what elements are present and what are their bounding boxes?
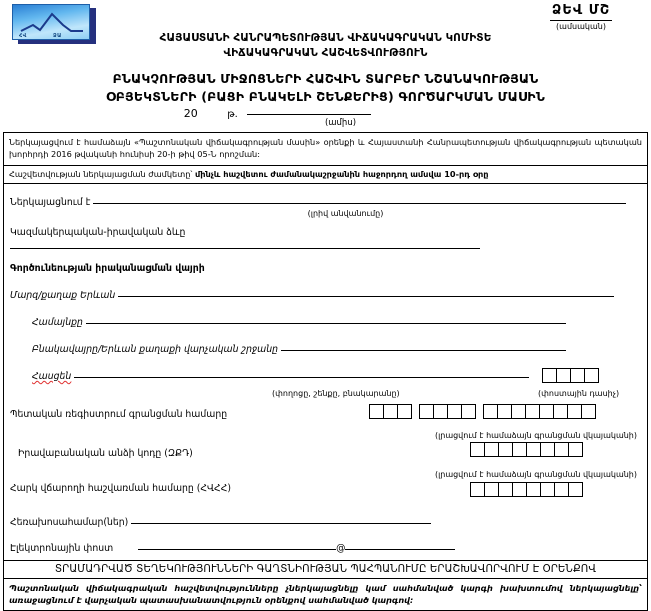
legal-form-input-line[interactable] — [10, 238, 480, 249]
char-box[interactable] — [556, 368, 571, 383]
state-registration-label: Պետական ռեգիստրում գրանցման համարը — [10, 408, 228, 420]
doc-title-line-2: ՕԲՅԵԿՏՆԵՐԻ (ԲԱՑԻ ԲՆԱԿԵԼԻ ՇԵՆՔԵՐԻՑ) ԳՈՐԾԱՐԿՄԱՆ ՄԱՍԻՆ — [106, 88, 545, 104]
postal-code-boxes[interactable] — [542, 368, 599, 386]
char-box[interactable] — [497, 404, 512, 419]
char-box[interactable] — [484, 482, 499, 497]
deadline-value: մինչև հաշվետու ժամանակաշրջանին հաջորդող ամսվա 10-րդ օրը — [194, 168, 489, 179]
logo-right-label: ՁԱ — [53, 33, 62, 39]
char-box[interactable] — [581, 404, 596, 419]
submitter-input-line[interactable] — [93, 193, 626, 204]
form-body — [4, 184, 647, 560]
submitter-caption: (լրիվ անվանումը) — [307, 209, 384, 219]
char-box[interactable] — [568, 482, 583, 497]
region-label: Մարզ/քաղաք Երևան — [10, 290, 116, 302]
char-box[interactable] — [553, 404, 568, 419]
char-box[interactable] — [397, 404, 412, 419]
zqd-caption: (լրացվում է համաձայն գրանցման վկայականի) — [434, 469, 637, 479]
region-input-line[interactable] — [118, 286, 614, 297]
char-box[interactable] — [419, 404, 434, 419]
form-code-periodicity: (ամսական) — [556, 21, 606, 31]
report-period-row — [0, 102, 651, 132]
deadline-label: Հաշվետվության ներկայացման ժամկետը՝ — [9, 168, 195, 179]
char-box[interactable] — [567, 404, 582, 419]
char-box[interactable] — [525, 404, 540, 419]
phone-input-line[interactable] — [131, 513, 431, 524]
email-user-input-line[interactable] — [138, 539, 336, 550]
form-sheet — [3, 132, 648, 611]
state-registration-boxes[interactable] — [369, 404, 596, 422]
char-box[interactable] — [498, 482, 513, 497]
submitter-row — [4, 184, 647, 208]
char-box[interactable] — [369, 404, 384, 419]
doc-title-line-1: ԲՆԱԿՉՈՒԹՅԱՆ ՄԻՋՈՑՆԵՐԻ ՀԱՇՎԻՆ ՏԱՐԲԵՐ ՆՇԱՆԱԿՈՒԹՅԱՆ — [112, 71, 539, 86]
char-box[interactable] — [540, 442, 555, 457]
org-title-line-2: ՎԻՃԱԿԱԳՐԱԿԱՆ ՀԱՇՎԵՏՎՈՒԹՅՈՒՆ — [223, 47, 428, 60]
hvhh-row — [4, 479, 647, 505]
char-box-group[interactable] — [419, 404, 476, 422]
legal-form-row — [4, 218, 647, 253]
hvhh-label: Հարկ վճարողի հաշվառման համարը (ՀՎՀՀ) — [10, 482, 231, 494]
document-title — [0, 70, 651, 105]
month-input-line[interactable] — [247, 104, 371, 115]
settlement-label: Բնակավայրը/Երևան քաղաքի վարչական շրջանը — [32, 344, 279, 356]
char-box[interactable] — [540, 482, 555, 497]
form-code-block — [521, 4, 641, 31]
activity-place-heading-row — [4, 253, 647, 274]
char-box-group[interactable] — [483, 404, 596, 422]
year-prefix: 20 — [183, 107, 198, 120]
address-label: Հասցեն — [32, 371, 72, 383]
char-box[interactable] — [512, 442, 527, 457]
activity-place-heading: Գործունեության իրականացման վայրի — [10, 263, 205, 275]
submission-deadline-row — [4, 166, 647, 184]
penalty-warning: Պաշտոնական վիճակագրական հաշվետվությունները չներկայացնելը կամ սահմանված կարգի խախտումով ներկայացնելը՝ առաջացնում է վարչական պատասխանատվություն օրենքով սահմանված կարգով: — [9, 582, 642, 605]
confidentiality-notice: ՏՐԱՄԱԴՐՎԱԾ ՏԵՂԵԿՈՒԹՅՈՒՆՆԵՐԻ ԳԱՂՏՆԻՈՒԹՅԱՆ ՊԱՀՊԱՆՈՒՄԸ ԵՐԱՇԽԱՎՈՐՎՈՒՄ Է ՕՐԵՆՔՈՎ — [4, 560, 647, 579]
zqd-row — [4, 440, 647, 468]
char-box[interactable] — [484, 442, 499, 457]
char-box[interactable] — [447, 404, 462, 419]
community-input-line[interactable] — [86, 313, 566, 324]
char-box[interactable] — [512, 482, 527, 497]
email-domain-input-line[interactable] — [345, 539, 455, 550]
char-box[interactable] — [526, 442, 541, 457]
settlement-row — [4, 328, 647, 355]
state-registration-caption: (լրացվում է համաձայն գրանցման վկայականի) — [434, 430, 637, 440]
postal-caption: (փոստային դասիչ) — [538, 388, 620, 398]
char-box[interactable] — [461, 404, 476, 419]
hvhh-boxes[interactable] — [470, 482, 583, 500]
zqd-boxes[interactable] — [470, 442, 583, 460]
char-box[interactable] — [383, 404, 398, 419]
char-box[interactable] — [539, 404, 554, 419]
char-box[interactable] — [526, 482, 541, 497]
char-box[interactable] — [542, 368, 557, 383]
phone-label: Հեռախոսահամար(ներ) — [10, 516, 129, 528]
zqd-label: Իրավաբանական անձի կոդը (ԶՔԴ) — [18, 447, 193, 459]
logo-left-label: ՀՎ — [19, 33, 27, 39]
char-box[interactable] — [433, 404, 448, 419]
community-row — [4, 301, 647, 328]
char-box-group[interactable] — [369, 404, 412, 422]
org-title-line-1: ՀԱՅԱՍՏԱՆԻ ՀԱՆՐԱՊԵՏՈՒԹՅԱՆ ՎԻՃԱԿԱԳՐԱԿԱՆ ԿՈՄԻՏԵ — [159, 32, 492, 44]
char-box[interactable] — [470, 442, 485, 457]
phone-row — [4, 505, 647, 528]
char-box[interactable] — [498, 442, 513, 457]
char-box[interactable] — [554, 482, 569, 497]
char-box[interactable] — [584, 368, 599, 383]
address-input-line[interactable] — [74, 367, 529, 378]
address-caption: (փողոցը, շենքը, բնակարանը) — [272, 388, 400, 398]
char-box[interactable] — [568, 442, 583, 457]
address-captions-row — [4, 386, 647, 400]
region-row — [4, 274, 647, 301]
community-label: Համայնքը — [32, 317, 83, 329]
email-at-symbol: @ — [336, 542, 346, 554]
state-registration-row — [4, 400, 647, 429]
address-row — [4, 355, 647, 386]
organization-title — [0, 31, 651, 61]
email-label: Էլեկտրոնային փոստ — [10, 542, 114, 554]
legal-basis-paragraph: Ներկայացվում է համաձայն «Պաշտոնական վիճակագրության մասին» օրենքի և Հայաստանի Հանրապետության վիճակագրության պետական խորհրդի 2016 թվականի հունիսի 20-ի թիվ 05-Ն որոշման: — [4, 133, 647, 166]
page-header — [0, 0, 651, 102]
char-box[interactable] — [470, 482, 485, 497]
char-box[interactable] — [483, 404, 498, 419]
form-code: ՁԵՎ ՄՇ — [550, 4, 612, 21]
email-row — [4, 528, 647, 560]
legal-form-label: Կազմակերպական-իրավական ձևը — [10, 227, 186, 239]
char-box[interactable] — [570, 368, 585, 383]
month-caption: (ամիս) — [324, 118, 357, 128]
char-box[interactable] — [511, 404, 526, 419]
char-box[interactable] — [554, 442, 569, 457]
submitter-label: Ներկայացնում է — [10, 197, 91, 209]
settlement-input-line[interactable] — [281, 340, 566, 351]
year-suffix: թ. — [227, 109, 238, 120]
